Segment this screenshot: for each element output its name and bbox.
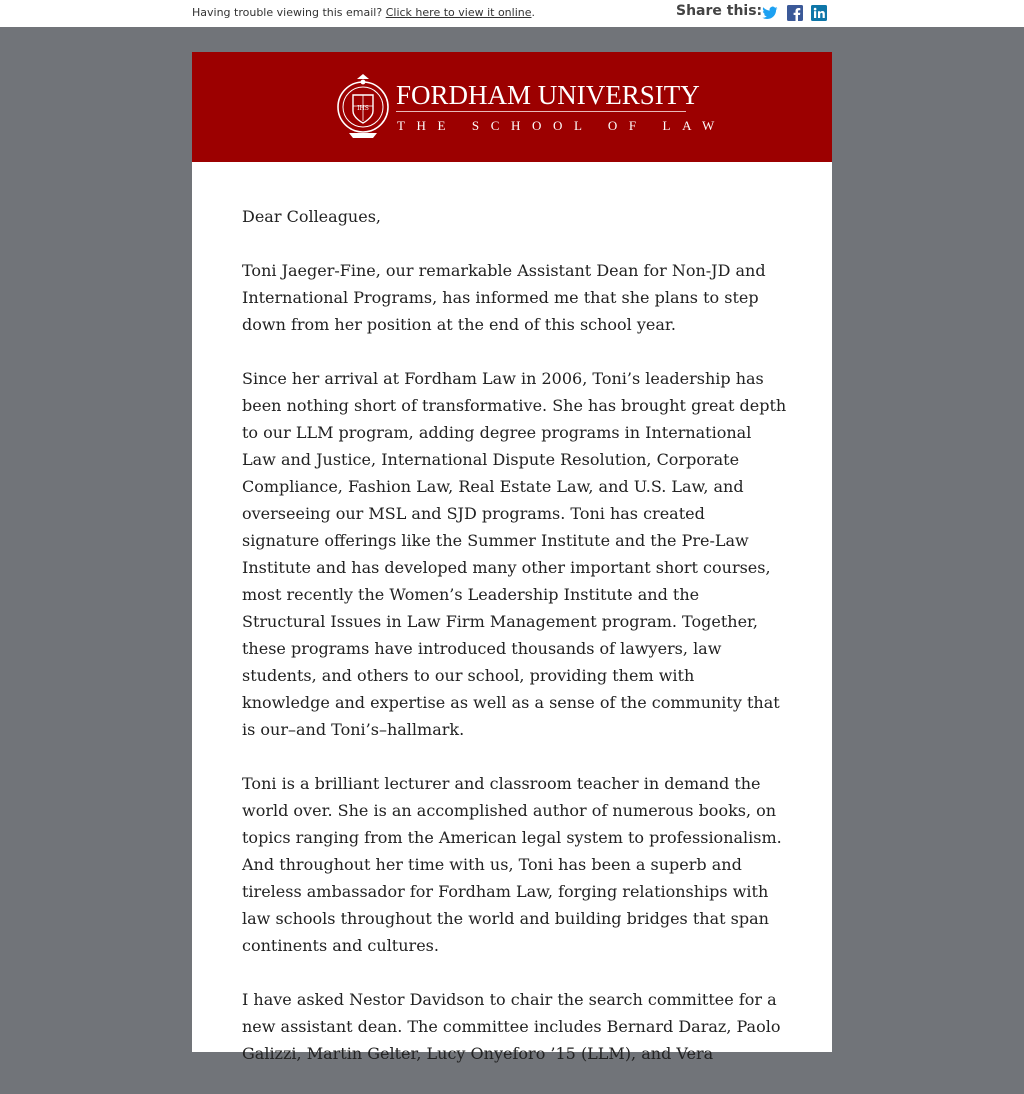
trouble-suffix: .	[531, 6, 535, 19]
trouble-text: Having trouble viewing this email?	[192, 6, 383, 19]
university-name: FORDHAM UNIVERSITY	[396, 80, 700, 110]
trouble-viewing-notice	[192, 6, 535, 19]
letter-paragraph-4: I have asked Nestor Davidson to chair the search committee for a new assistant dean. The committee includes Bernard Daraz, Paolo Galizzi, Martin Gelter, Lucy Onyeforo ’15 (LLM), and Vera	[242, 990, 781, 1063]
seal-text: IHS	[357, 105, 369, 112]
email-topbar	[0, 0, 1024, 27]
share-label: Share this:	[676, 3, 763, 19]
logo-divider	[396, 111, 686, 112]
letter-paragraph-3: Toni is a brilliant lecturer and classroom teacher in demand the world over. She is an accomplished author of numerous books, on topics ranging from the American legal system to professionalism. And throughout her time with us, Toni has been a superb and tireless ambassador for Fordham Law, forging relationships with law schools throughout the world and building bridges that span continents and cultures.	[242, 774, 782, 955]
letter-paragraph-2: Since her arrival at Fordham Law in 2006, Toni’s leadership has been nothing short of transformative. She has brought great depth to our LLM program, adding degree programs in International Law and Justice, International Dispute Resolution, Corporate Compliance, Fashion Law, Real Estate Law, and U.S. Law, and overseeing our MSL and SJD programs. Toni has created signature offerings like the Summer Institute and the Pre-Law Institute and has developed many other important short courses, most recently the Women’s Leadership Institute and the Structural Issues in Law Firm Management program. Together, these programs have introduced thousands of lawyers, law students, and others to our school, providing them with knowledge and expertise as well as a sense of the community that is our–and Toni’s–hallmark.	[242, 369, 787, 739]
twitter-icon[interactable]	[762, 5, 778, 21]
email-header-banner	[192, 52, 832, 162]
facebook-icon[interactable]	[787, 5, 803, 21]
letter-body	[242, 203, 787, 1094]
view-online-link[interactable]: Click here to view it online	[385, 6, 532, 19]
fordham-seal-icon	[335, 71, 391, 143]
school-name: THE SCHOOL OF LAW	[397, 118, 726, 133]
email-card	[192, 52, 832, 1063]
letter-paragraph-1: Toni Jaeger-Fine, our remarkable Assistant Dean for Non-JD and International Programs, has informed me that she plans to step down from her position at the end of this school year.	[242, 261, 766, 334]
letter-greeting: Dear Colleagues,	[242, 207, 381, 226]
linkedin-icon[interactable]	[811, 5, 827, 21]
